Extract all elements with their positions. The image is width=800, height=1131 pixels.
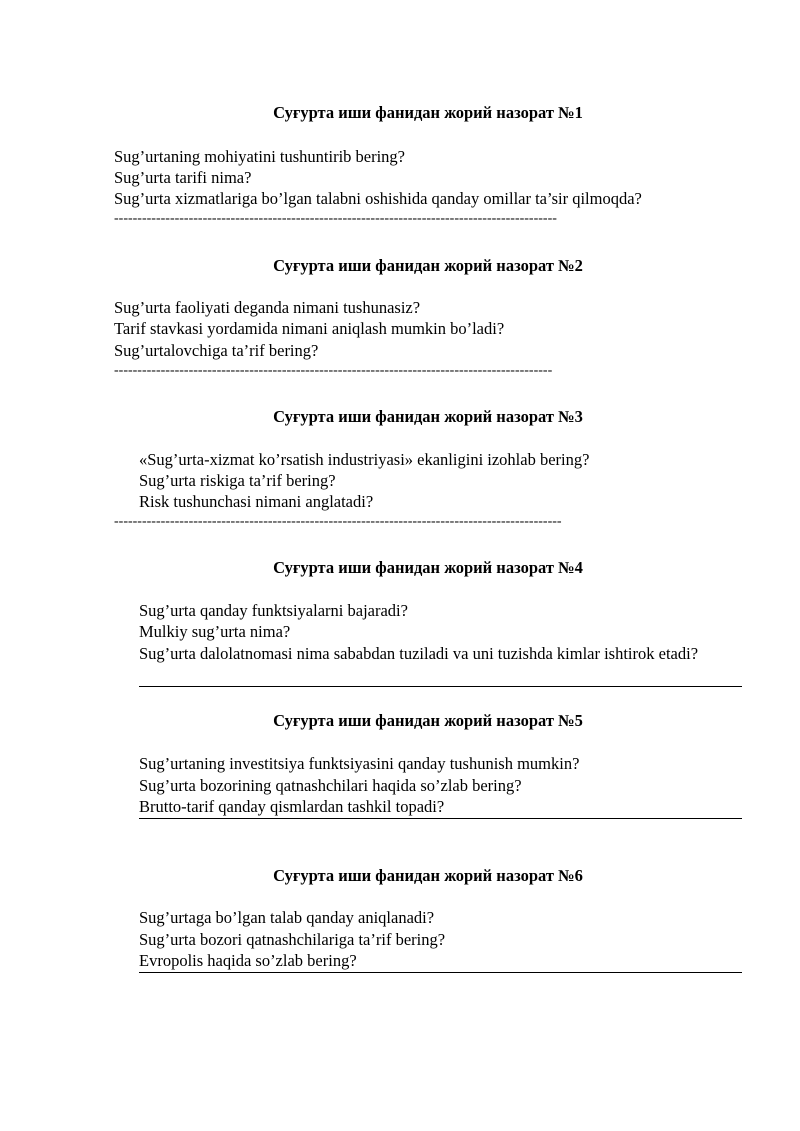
section-5-question-1: Sug’urtaning investitsiya funktsiyasini qanday tushunish mumkin? [139,754,580,773]
section-2-separator: ---------------------------------------------------------------------------------------------- [114,364,553,378]
section-4-underline [139,686,742,687]
section-3-question-1: «Sug’urta-xizmat ko’rsatish industriyasi» ekanligini izohlab bering? [139,450,590,469]
section-5-question-2: Sug’urta bozorining qatnashchilari haqida so’zlab bering? [139,776,522,795]
section-2-heading: Суғурта иши фанидан жорий назорат №2 [273,256,583,275]
section-1-separator: ----------------------------------------------------------------------------------------------- [114,212,557,226]
section-3-question-2: Sug’urta riskiga ta’rif bering? [139,471,336,490]
section-1-question-1: Sug’urtaning mohiyatini tushuntirib bering? [114,147,406,166]
section-4-question-2: Mulkiy sug’urta nima? [139,622,291,641]
section-2-question-1: Sug’urta faoliyati deganda nimani tushunasiz? [114,298,421,317]
section-1-question-3: Sug’urta xizmatlariga bo’lgan talabni oshishida qanday omillar ta’sir qilmoqda? [114,189,642,208]
section-3-separator: ------------------------------------------------------------------------------------------------ [114,515,562,529]
section-1-question-2: Sug’urta tarifi nima? [114,168,252,187]
section-6-question-2: Sug’urta bozori qatnashchilariga ta’rif bering? [139,930,446,949]
section-5-heading: Суғурта иши фанидан жорий назорат №5 [273,711,583,730]
section-6-question-3: Evropolis haqida so’zlab bering? [139,951,357,970]
section-2-question-3: Sug’urtalovchiga ta’rif bering? [114,341,319,360]
section-3-heading: Суғурта иши фанидан жорий назорат №3 [273,407,583,426]
section-6-underline [139,972,742,973]
section-5-question-3: Brutto-tarif qanday qismlardan tashkil topadi? [139,797,445,816]
section-4-question-3: Sug’urta dalolatnomasi nima sababdan tuziladi va uni tuzishda kimlar ishtirok etadi? [139,644,699,663]
section-2-question-2: Tarif stavkasi yordamida nimani aniqlash mumkin bo’ladi? [114,319,505,338]
section-1-heading: Суғурта иши фанидан жорий назорат №1 [273,103,583,122]
section-5-underline [139,818,742,819]
section-3-question-3: Risk tushunchasi nimani anglatadi? [139,492,374,511]
section-6-question-1: Sug’urtaga bo’lgan talab qanday aniqlanadi? [139,908,435,927]
section-4-question-1: Sug’urta qanday funktsiyalarni bajaradi? [139,601,408,620]
section-6-heading: Суғурта иши фанидан жорий назорат №6 [273,866,583,885]
section-4-heading: Суғурта иши фанидан жорий назорат №4 [273,558,583,577]
